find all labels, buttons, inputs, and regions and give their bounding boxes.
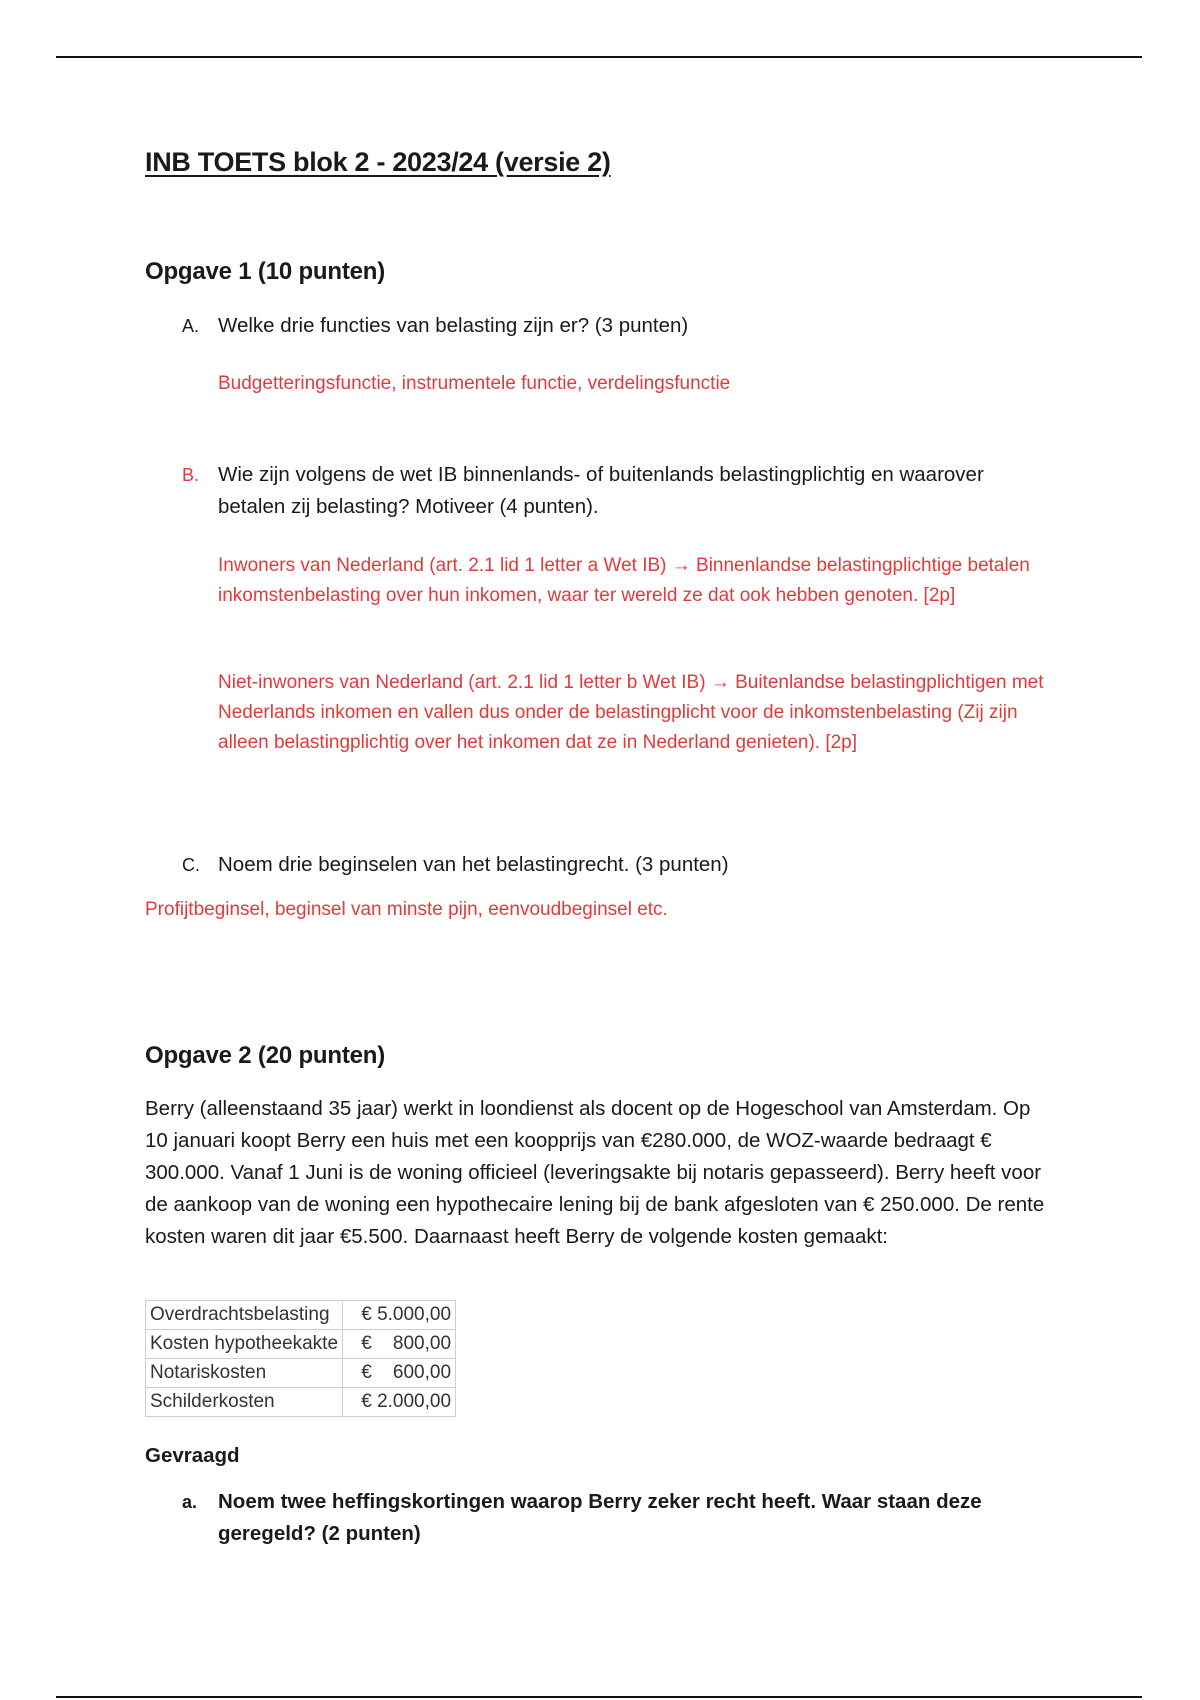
question-1b [182, 459, 1052, 523]
question-1c-marker: C. [182, 855, 200, 875]
question-1a-text: Welke drie functies van belasting zijn er? (3 punten) [218, 314, 689, 337]
answer-1b-part-2: Niet-inwoners van Nederland (art. 2.1 lid 1 letter b Wet IB) → Buitenlandse belastingplichtigen met Nederlands inkomen en vallen dus onder de belastingplicht voor de inkomstenbelasting (Zij zijn alleen belastingplichtig over het inkomen dat ze in Nederland genieten). [2p] [218, 672, 1044, 753]
gevraagd-label: Gevraagd [145, 1444, 240, 1467]
cost-label: Notariskosten [146, 1359, 343, 1388]
cost-amount: € 2.000,00 [343, 1388, 456, 1417]
table-row [146, 1359, 456, 1388]
question-1c [182, 849, 1052, 881]
document-title: INB TOETS blok 2 - 2023/24 (versie 2) [145, 147, 611, 177]
cost-label: Schilderkosten [146, 1388, 343, 1417]
bottom-rule [56, 1696, 1142, 1698]
cost-label: Overdrachtsbelasting [146, 1301, 343, 1330]
question-1a [182, 310, 1052, 342]
question-2a-text: Noem twee heffingskortingen waarop Berry zeker recht heeft. Waar staan deze geregeld? (2 punten) [218, 1490, 982, 1545]
question-1c-text: Noem drie beginselen van het belastingrecht. (3 punten) [218, 853, 729, 876]
opgave-2-title: Opgave 2 (20 punten) [145, 1042, 386, 1069]
cost-amount: € 800,00 [343, 1330, 456, 1359]
cost-amount: € 600,00 [343, 1359, 456, 1388]
question-1b-marker: B. [182, 465, 200, 485]
costs-table [145, 1300, 456, 1417]
cost-label: Kosten hypotheekakte [146, 1330, 343, 1359]
question-1a-marker: A. [182, 316, 200, 336]
answer-1c: Profijtbeginsel, beginsel van minste pijn, eenvoudbeginsel etc. [145, 899, 668, 920]
table-row [146, 1301, 456, 1330]
table-row [146, 1330, 456, 1359]
question-2a [182, 1486, 1052, 1550]
question-2a-marker: a. [182, 1492, 198, 1512]
answer-1b-part-1: Inwoners van Nederland (art. 2.1 lid 1 letter a Wet IB) → Binnenlandse belastingplichtige betalen inkomstenbelasting over hun inkomen, waar ter wereld ze dat ook hebben genoten. [2p] [218, 555, 1030, 606]
cost-amount: € 5.000,00 [343, 1301, 456, 1330]
opgave-2-intro: Berry (alleenstaand 35 jaar) werkt in loondienst als docent op de Hogeschool van Amsterdam. Op 10 januari koopt Berry een huis met een koopprijs van €280.000, de WOZ-waarde bedraagt € 300.000. Vanaf 1 Juni is de woning officieel (leveringsakte bij notaris gepasseerd). Berry heeft voor de aankoop van de woning een hypothecaire lening bij de bank afgesloten van € 250.000. De rente kosten waren dit jaar €5.500. Daarnaast heeft Berry de volgende kosten gemaakt: [145, 1097, 1045, 1248]
answer-1a: Budgetteringsfunctie, instrumentele functie, verdelingsfunctie [218, 373, 731, 394]
opgave-1-title: Opgave 1 (10 punten) [145, 258, 386, 285]
table-row [146, 1388, 456, 1417]
top-rule [56, 56, 1142, 58]
question-1b-text: Wie zijn volgens de wet IB binnenlands- of buitenlands belastingplichtig en waarover betalen zij belasting? Motiveer (4 punten). [218, 463, 984, 518]
